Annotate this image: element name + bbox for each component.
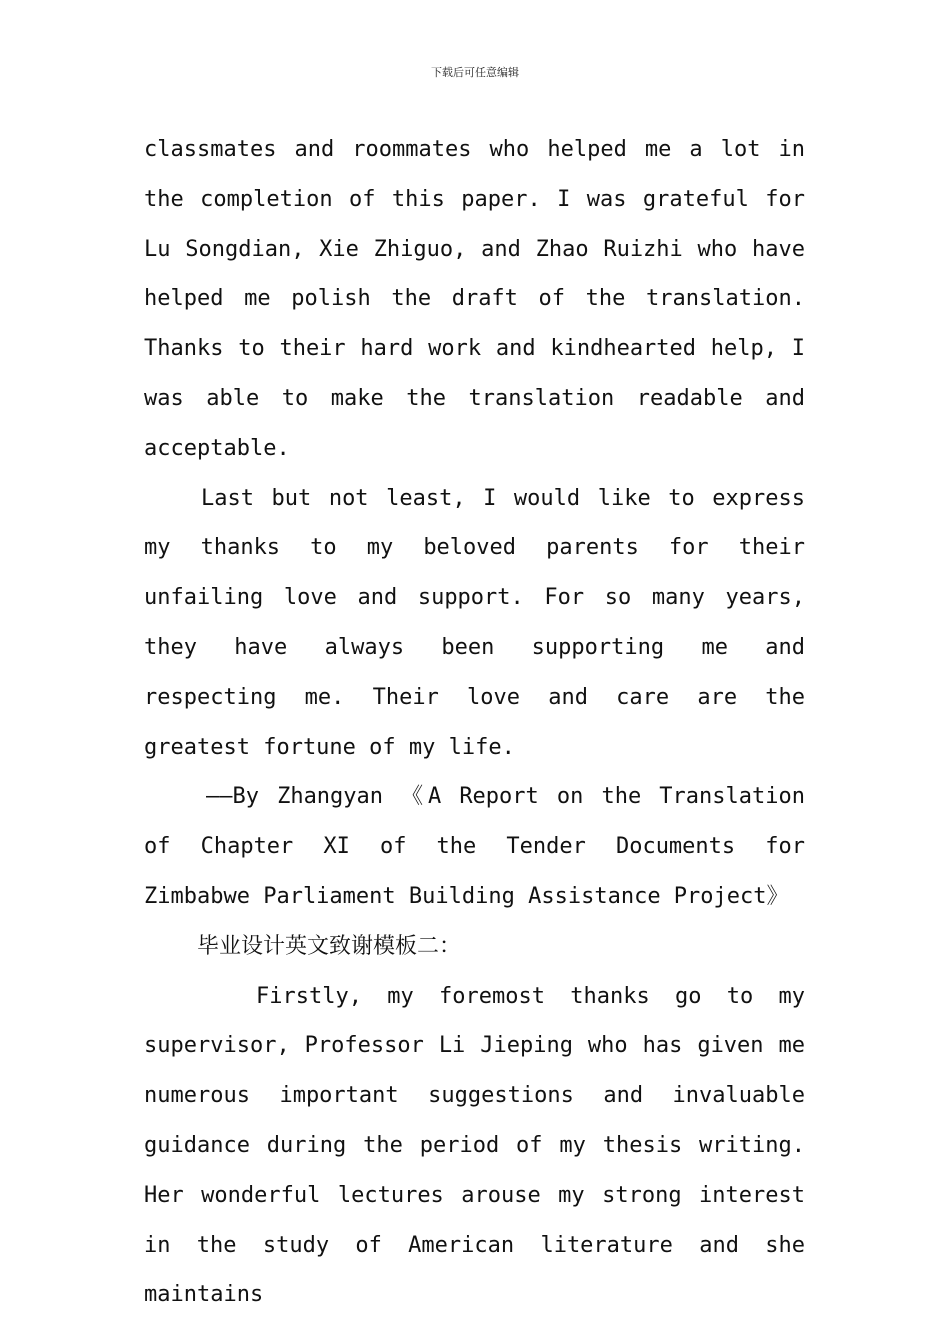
document-body	[144, 125, 805, 1320]
paragraph-acknowledgement-supervisor: Firstly, my foremost thanks go to my supervisor, Professor Li Jieping who has given me numerous important suggestions and invaluable guidance during the period of my thesis writing. Her wonderful lectures arouse my strong interest in the study of American literature and she maintains	[144, 983, 805, 1308]
page-header: 下载后可任意编辑	[431, 66, 519, 79]
signature-line: ——By Zhangyan 《A Report on the Translation of Chapter XI of the Tender Documents for Zimbabwe Parliament Building Assistance Project》	[144, 784, 805, 909]
section-heading: 毕业设计英文致谢模板二：	[197, 933, 462, 959]
paragraph-acknowledgement-classmates: classmates and roommates who helped me a lot in the completion of this paper. I was grateful for Lu Songdian, Xie Zhiguo, and Zhao Ruizhi who have helped me polish the draft of the translation. Thanks to their hard work and kindhearted help, I was able to make the translation readable and acceptable.	[144, 137, 805, 461]
paragraph-acknowledgement-parents: Last but not least, I would like to express my thanks to my beloved parents for their unfailing love and support. For so many years, they have always been supporting me and respecting me. Their love and care are the greatest fortune of my life.	[144, 485, 805, 760]
